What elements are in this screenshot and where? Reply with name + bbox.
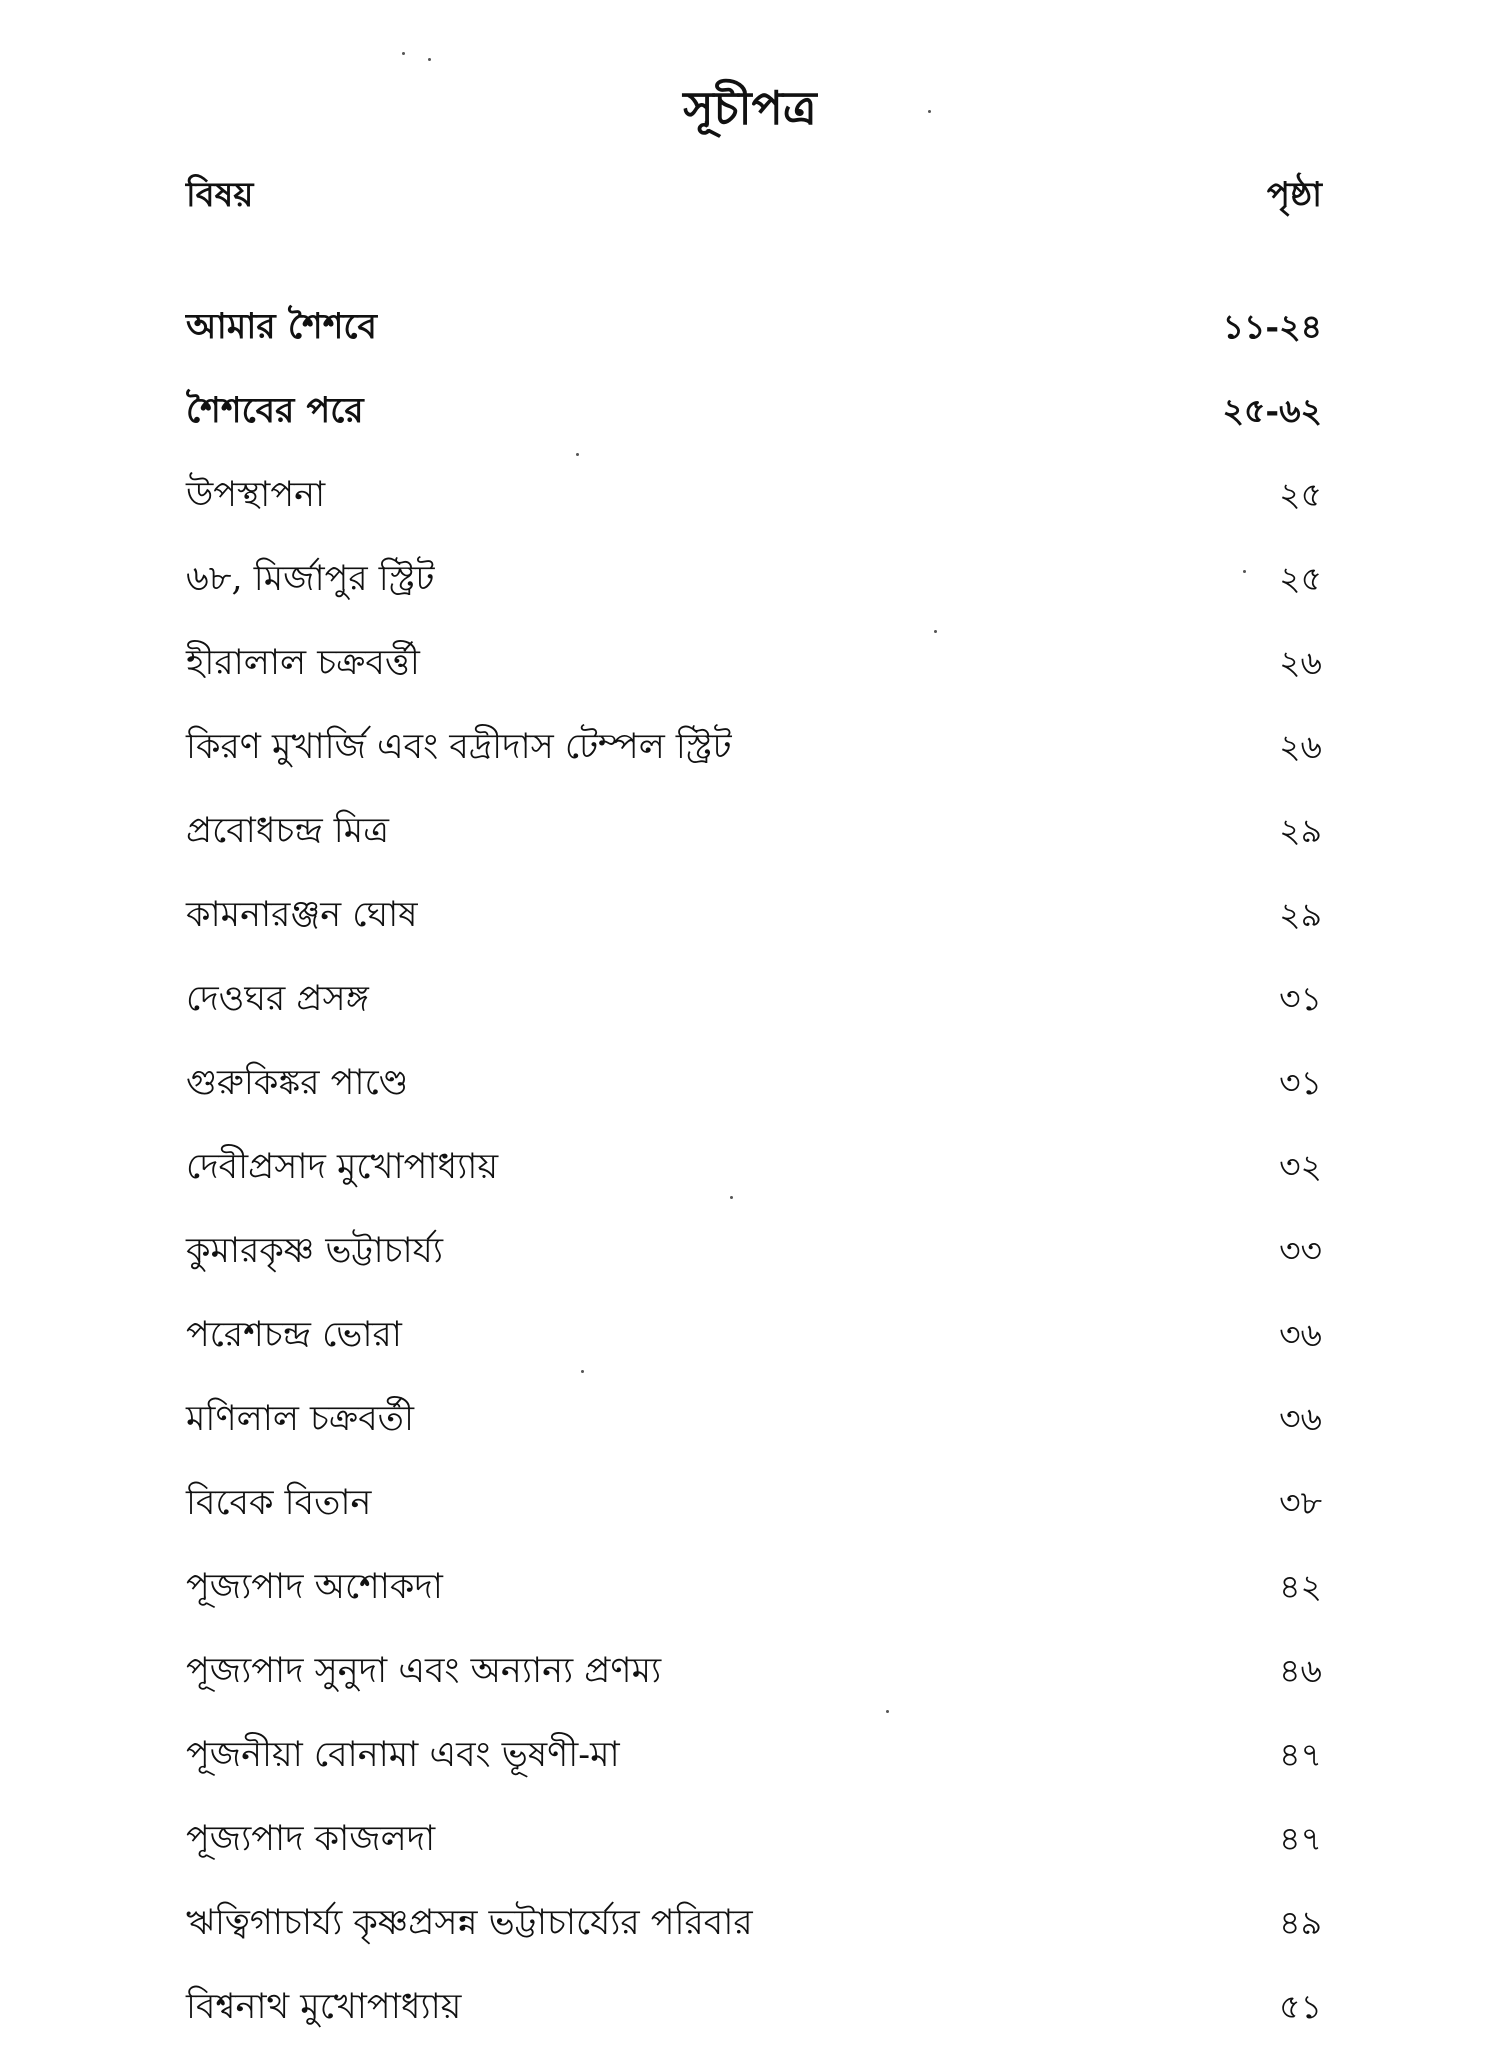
- toc-entry-page: ২৫-৬২: [1222, 391, 1322, 430]
- scan-speck: [402, 52, 405, 55]
- table-of-contents: [186, 285, 1322, 2049]
- toc-entry-page: ৩৬: [1279, 1399, 1322, 1438]
- toc-entry-title: পরেশচন্দ্র ভোরা: [186, 1315, 402, 1355]
- toc-entry: [186, 1545, 1322, 1629]
- toc-entry: [186, 957, 1322, 1041]
- toc-entry-title: শৈশবের পরে: [186, 390, 364, 431]
- scan-speck: [576, 453, 579, 456]
- toc-entry-title: প্রবোধচন্দ্র মিত্র: [186, 811, 389, 851]
- page-column-header: পৃষ্ঠা: [1266, 175, 1322, 215]
- toc-entry-page: ৪৬: [1279, 1651, 1322, 1690]
- scan-speck: [928, 110, 931, 113]
- toc-entry-page: ২৬: [1279, 643, 1322, 682]
- toc-entry-title: পূজ্যপাদ সুনুদা এবং অন্যান্য প্রণম্য: [186, 1651, 662, 1691]
- toc-entry-page: ৪৭: [1279, 1735, 1322, 1774]
- toc-entry-page: ৩৬: [1279, 1315, 1322, 1354]
- toc-entry-title: দেওঘর প্রসঙ্গ: [186, 979, 369, 1019]
- toc-entry-title: বিশ্বনাথ মুখোপাধ্যায়: [186, 1987, 462, 2027]
- scan-speck: [934, 630, 937, 633]
- toc-entry-title: পূজ্যপাদ অশোকদা: [186, 1567, 443, 1607]
- toc-entry: [186, 705, 1322, 789]
- toc-entry-page: ১১-২৪: [1222, 307, 1322, 346]
- toc-entry-title: পূজনীয়া বোনামা এবং ভূষণী-মা: [186, 1735, 620, 1775]
- toc-entry-page: ২৫: [1279, 475, 1322, 514]
- toc-entry: [186, 789, 1322, 873]
- toc-entry-page: ২৯: [1279, 895, 1322, 934]
- toc-entry-page: ২৬: [1279, 727, 1322, 766]
- toc-entry-title: পূজ্যপাদ কাজলদা: [186, 1819, 436, 1859]
- toc-entry-title: কিরণ মুখার্জি এবং বদ্রীদাস টেম্পল স্ট্রিট: [186, 727, 732, 767]
- toc-entry-title: আমার শৈশবে: [186, 306, 377, 347]
- toc-entry: [186, 1377, 1322, 1461]
- toc-entry: [186, 1797, 1322, 1881]
- toc-entry-page: ৩১: [1279, 1063, 1322, 1102]
- toc-entry-page: ৩২: [1279, 1147, 1322, 1186]
- toc-entry-title: উপস্থাপনা: [186, 475, 326, 515]
- toc-entry-title: হীরালাল চক্রবর্ত্তী: [186, 643, 420, 683]
- toc-entry: [186, 621, 1322, 705]
- toc-entry: [186, 537, 1322, 621]
- toc-entry-title: ৬৮, মির্জাপুর স্ট্রিট: [186, 559, 435, 599]
- toc-entry-page: ২৯: [1279, 811, 1322, 850]
- toc-entry: [186, 285, 1322, 369]
- page-title: সূচীপত্র: [683, 81, 817, 135]
- toc-entry: [186, 873, 1322, 957]
- toc-entry: [186, 1125, 1322, 1209]
- toc-entry-title: গুরুকিঙ্কর পাণ্ডে: [186, 1063, 409, 1103]
- toc-entry-page: ৪৯: [1279, 1903, 1322, 1942]
- scan-speck: [428, 58, 431, 61]
- toc-entry: [186, 453, 1322, 537]
- toc-entry: [186, 1713, 1322, 1797]
- toc-entry: [186, 1965, 1322, 2049]
- scan-speck: [581, 1370, 584, 1373]
- toc-entry: [186, 1629, 1322, 1713]
- toc-entry: [186, 1293, 1322, 1377]
- toc-entry-page: ৩৩: [1279, 1231, 1322, 1270]
- toc-entry-page: ৫১: [1279, 1987, 1322, 2026]
- subject-column-header: বিষয়: [186, 175, 254, 215]
- toc-entry-page: ৩৮: [1279, 1483, 1322, 1522]
- toc-entry-title: কুমারকৃষ্ণ ভট্টাচার্য্য: [186, 1231, 443, 1271]
- toc-entry-page: ৪২: [1279, 1567, 1322, 1606]
- toc-entry-title: কামনারঞ্জন ঘোষ: [186, 895, 418, 935]
- toc-entry-title: ঋত্বিগাচার্য্য কৃষ্ণপ্রসন্ন ভট্টাচার্য্যের পরিবার: [186, 1903, 753, 1943]
- toc-entry: [186, 1041, 1322, 1125]
- scan-speck: [1243, 570, 1246, 573]
- toc-entry-page: ৩১: [1279, 979, 1322, 1018]
- toc-entry: [186, 1881, 1322, 1965]
- scan-speck: [886, 1710, 889, 1713]
- toc-entry-title: মণিলাল চক্রবর্তী: [186, 1399, 414, 1439]
- scan-speck: [730, 1196, 733, 1199]
- toc-entry-page: ২৫: [1279, 559, 1322, 598]
- toc-entry-page: ৪৭: [1279, 1819, 1322, 1858]
- toc-entry: [186, 369, 1322, 453]
- toc-entry: [186, 1461, 1322, 1545]
- toc-entry: [186, 1209, 1322, 1293]
- toc-entry-title: বিবেক বিতান: [186, 1483, 372, 1523]
- toc-entry-title: দেবীপ্রসাদ মুখোপাধ্যায়: [186, 1147, 499, 1187]
